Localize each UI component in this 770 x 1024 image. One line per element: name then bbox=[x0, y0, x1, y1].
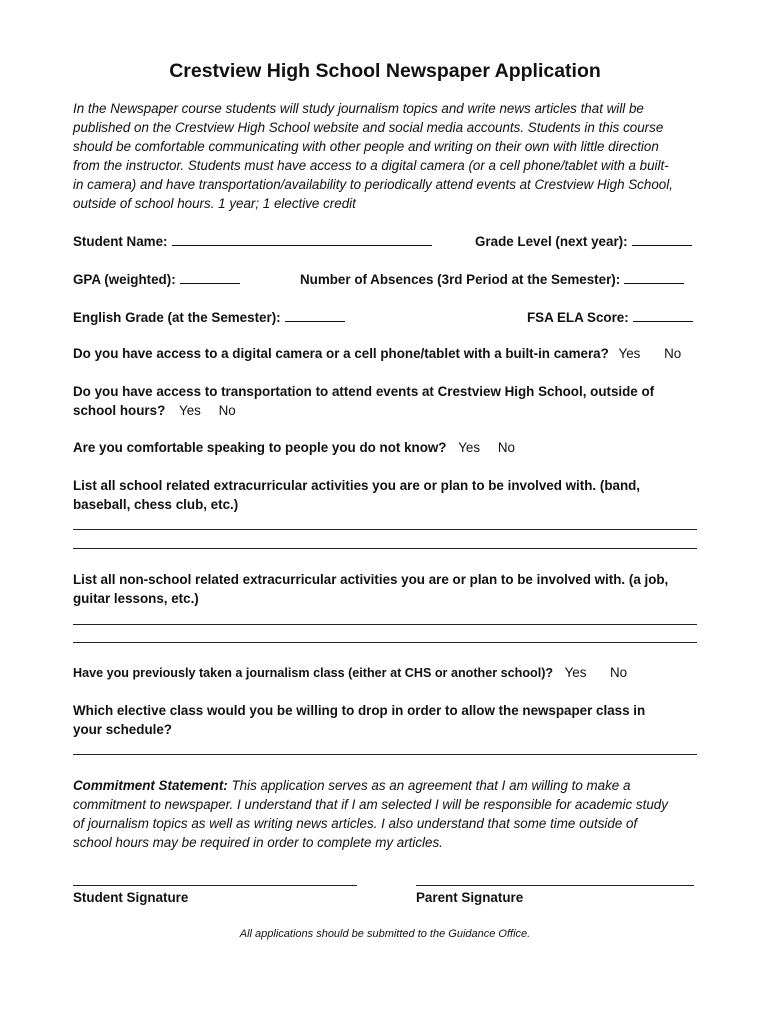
commitment-line bbox=[73, 776, 713, 795]
commitment-line1-text: This application serves as an agreement that I am willing to make a bbox=[227, 778, 631, 793]
camera-question-text: Do you have access to a digital camera or a cell phone/tablet with a built-in camera? bbox=[73, 346, 609, 361]
gpa-label: GPA (weighted): bbox=[73, 272, 176, 287]
nonschool-activities-answer-line[interactable] bbox=[73, 642, 697, 643]
journalism-yes-option[interactable]: Yes bbox=[564, 665, 587, 680]
commitment-heading: Commitment Statement: bbox=[73, 778, 228, 793]
fsa-score-blank[interactable] bbox=[633, 309, 693, 322]
fsa-score-label: FSA ELA Score: bbox=[527, 310, 629, 325]
speaking-question bbox=[73, 440, 515, 455]
intro-line: from the instructor. Students must have access to a digital camera (or a cell phone/tablet with a built- bbox=[73, 158, 669, 173]
school-activities-question-line2: baseball, chess club, etc.) bbox=[73, 497, 239, 512]
school-activities-question-line1: List all school related extracurricular activities you are or plan to be involved with. (band, bbox=[73, 478, 641, 493]
journalism-question bbox=[73, 665, 627, 680]
intro-line: In the Newspaper course students will study journalism topics and write news articles that will be bbox=[73, 101, 644, 116]
speaking-question-text: Are you comfortable speaking to people you do not know? bbox=[73, 440, 447, 455]
footer-note: All applications should be submitted to the Guidance Office. bbox=[239, 928, 531, 940]
nonschool-activities-question-line1: List all non-school related extracurricular activities you are or plan to be involved with. (a job, bbox=[73, 572, 669, 587]
school-activities-answer-line[interactable] bbox=[73, 529, 697, 530]
student-name-label: Student Name: bbox=[73, 234, 168, 249]
english-grade-field bbox=[73, 309, 345, 325]
gpa-blank[interactable] bbox=[180, 271, 240, 284]
transport-question-text: school hours? bbox=[73, 403, 166, 418]
grade-level-label: Grade Level (next year): bbox=[475, 234, 628, 249]
commitment-line: of journalism topics as well as writing news articles. I also understand that some time outside of bbox=[73, 816, 638, 831]
absences-label: Number of Absences (3rd Period at the Semester): bbox=[300, 272, 621, 287]
student-signature-line[interactable] bbox=[73, 885, 357, 886]
fsa-score-field bbox=[527, 309, 693, 325]
transport-question-line1: Do you have access to transportation to attend events at Crestview High School, outside of bbox=[73, 384, 655, 399]
camera-no-option[interactable]: No bbox=[664, 346, 682, 361]
english-grade-label: English Grade (at the Semester): bbox=[73, 310, 281, 325]
english-grade-blank[interactable] bbox=[285, 309, 345, 322]
transport-question-line2 bbox=[73, 403, 236, 418]
camera-question bbox=[73, 346, 681, 361]
gpa-field bbox=[73, 271, 240, 287]
speaking-yes-option[interactable]: Yes bbox=[458, 440, 481, 455]
drop-elective-question-line2: your schedule? bbox=[73, 722, 172, 737]
school-activities-answer-line[interactable] bbox=[73, 548, 697, 549]
parent-signature-line[interactable] bbox=[416, 885, 694, 886]
transport-no-option[interactable]: No bbox=[218, 403, 236, 418]
journalism-question-text: Have you previously taken a journalism class (either at CHS or another school)? bbox=[73, 666, 554, 680]
grade-level-field bbox=[475, 233, 692, 249]
speaking-no-option[interactable]: No bbox=[497, 440, 515, 455]
camera-yes-option[interactable]: Yes bbox=[618, 346, 641, 361]
drop-elective-answer-line[interactable] bbox=[73, 754, 697, 755]
absences-field bbox=[300, 271, 684, 287]
commitment-line: commitment to newspaper. I understand that if I am selected I will be responsible for academic study bbox=[73, 797, 668, 812]
transport-yes-option[interactable]: Yes bbox=[179, 403, 201, 418]
parent-signature-label: Parent Signature bbox=[416, 890, 524, 905]
drop-elective-question-line1: Which elective class would you be willing to drop in order to allow the newspaper class in bbox=[73, 703, 646, 718]
intro-line: outside of school hours. 1 year; 1 elective credit bbox=[73, 196, 356, 211]
intro-paragraph bbox=[73, 99, 713, 213]
student-signature-label: Student Signature bbox=[73, 890, 189, 905]
nonschool-activities-question-line2: guitar lessons, etc.) bbox=[73, 591, 199, 606]
absences-blank[interactable] bbox=[624, 271, 684, 284]
student-name-blank[interactable] bbox=[172, 233, 432, 246]
grade-level-blank[interactable] bbox=[632, 233, 692, 246]
page-title: Crestview High School Newspaper Application bbox=[169, 60, 601, 82]
student-name-field bbox=[73, 233, 432, 249]
intro-line: in camera) and have transportation/availability to periodically attend events at Crestview High School, bbox=[73, 177, 673, 192]
commitment-line: school hours may be required in order to complete my articles. bbox=[73, 835, 443, 850]
intro-line: should be comfortable communicating with other people and writing on their own with little direction bbox=[73, 139, 659, 154]
nonschool-activities-answer-line[interactable] bbox=[73, 624, 697, 625]
intro-line: published on the Crestview High School website and social media accounts. Students in this course bbox=[73, 120, 664, 135]
commitment-statement bbox=[73, 776, 713, 852]
journalism-no-option[interactable]: No bbox=[609, 665, 628, 680]
